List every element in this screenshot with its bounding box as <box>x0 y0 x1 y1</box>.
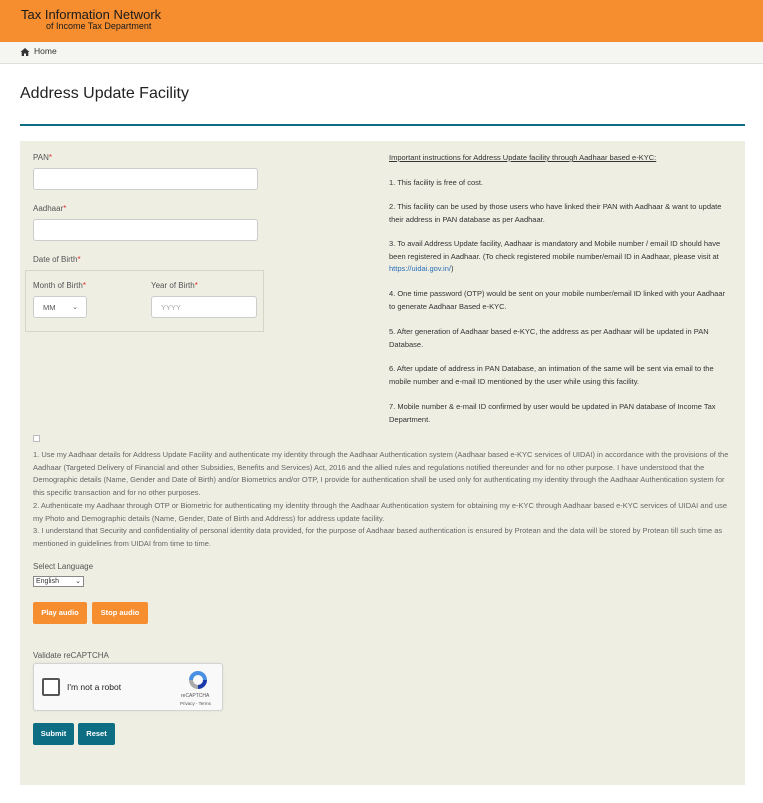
instruction-5: 5. After generation of Aadhaar based e-KYC, the address as per Aadhaar will be updated in PAN Database. <box>389 327 709 349</box>
stop-audio-button[interactable]: Stop audio <box>92 602 148 624</box>
language-label: Select Language <box>33 562 94 571</box>
reset-button[interactable]: Reset <box>78 723 115 745</box>
page-title: Address Update Facility <box>20 85 189 102</box>
uidai-link[interactable]: https://uidai.gov.in/ <box>389 264 451 273</box>
aadhaar-label: Aadhaar* <box>33 204 67 213</box>
chevron-down-icon: ⌄ <box>75 578 81 585</box>
title-divider <box>20 124 745 126</box>
instruction-4: 4. One time password (OTP) would be sent on your mobile number/email ID linked with your Aadhaar to generate Aadhaar Based e-KYC. <box>389 289 725 311</box>
recaptcha-logo-icon <box>187 669 209 691</box>
breadcrumb <box>0 42 763 64</box>
play-audio-button[interactable]: Play audio <box>33 602 87 624</box>
chevron-down-icon: ⌄ <box>72 304 78 311</box>
month-value: MM <box>43 303 56 312</box>
consent-text <box>33 449 733 551</box>
instruction-2: 2. This facility can be used by those users who have linked their PAN with Aadhaar & want to update their address in PAN database as per Aadhaar. <box>389 202 722 224</box>
instruction-3: 3. To avail Address Update facility, Aadhaar is mandatory and Mobile number / email ID should have been registered in Aadhaar. (To check registered mobile number/email ID in Aadhaar, please visit at https://uidai.gov.in/) <box>389 239 721 273</box>
breadcrumb-home-link[interactable]: Home <box>34 46 57 56</box>
instruction-1: 1. This facility is free of cost. <box>389 178 484 187</box>
year-placeholder: YYYY <box>161 303 182 312</box>
recaptcha-widget <box>33 663 223 711</box>
consent-paragraph-2: 2. Authenticate my Aadhaar through OTP or Biometric for authenticating my identity through the Aadhaar Authentication system for obtaining my e-KYC through Aadhaar based e-KYC services of UIDAI and use my Photo and Demographic details (Name, Gender, Date of Birth and Address) for address update facility. <box>33 500 727 523</box>
consent-paragraph-3: 3. I understand that Security and confidentiality of personal identity data provided, for the purpose of Aadhaar based authentication is ensured by Protean and the data will be stored by Protean till such time as mentioned in guidelines from UIDAI from time to time. <box>33 526 723 548</box>
consent-paragraph-1: 1. Use my Aadhaar details for Address Update Facility and authenticate my identity through the Aadhaar Authentication system (Aadhaar based e-KYC services of UIDAI) in accordance with the provisions of the Aadhaar (Targeted Delivery of Financial and other Subsidies, Benefits and Services) Act, 2016 and the allied rules and regulations notified thereunder and for no other purpose. I have understood that the Demographic details (Name, Gender and Date of Birth) and/or Biometrics and/or OTP, I provide for authentication shall be used only for authenticating my identity through the Aadhaar Authentication system for this specific transaction and for no other purposes. <box>33 450 729 498</box>
consent-checkbox[interactable] <box>33 435 40 442</box>
recaptcha-text: I'm not a robot <box>67 682 122 692</box>
year-input[interactable] <box>151 296 257 318</box>
recaptcha-checkbox[interactable] <box>42 678 60 696</box>
pan-label: PAN* <box>33 153 52 162</box>
recaptcha-links[interactable]: Privacy - Terms <box>180 701 211 706</box>
year-label: Year of Birth* <box>151 281 198 290</box>
site-subtitle: of Income Tax Department <box>46 21 152 31</box>
instructions-heading: Important instructions for Address Update facility through Aadhaar based e-KYC: <box>389 153 657 162</box>
submit-button[interactable]: Submit <box>33 723 74 745</box>
dob-label: Date of Birth* <box>33 255 81 264</box>
home-icon[interactable] <box>20 47 30 57</box>
top-header <box>0 0 763 42</box>
recaptcha-brand: reCAPTCHA <box>181 693 210 699</box>
pan-input[interactable] <box>33 168 258 190</box>
instruction-6: 6. After update of address in PAN Database, an intimation of the same will be sent via email to the mobile number and e-mail ID mentioned by the user while using this facility. <box>389 364 714 386</box>
site-title[interactable]: Tax Information Network <box>21 7 162 22</box>
month-select[interactable] <box>33 296 87 318</box>
captcha-label: Validate reCAPTCHA <box>33 651 109 660</box>
language-select[interactable] <box>33 576 84 587</box>
language-value: English <box>36 578 59 585</box>
instruction-7: 7. Mobile number & e-mail ID confirmed by user would be updated in PAN database of Income Tax Department. <box>389 402 716 424</box>
aadhaar-input[interactable] <box>33 219 258 241</box>
month-label: Month of Birth* <box>33 281 86 290</box>
